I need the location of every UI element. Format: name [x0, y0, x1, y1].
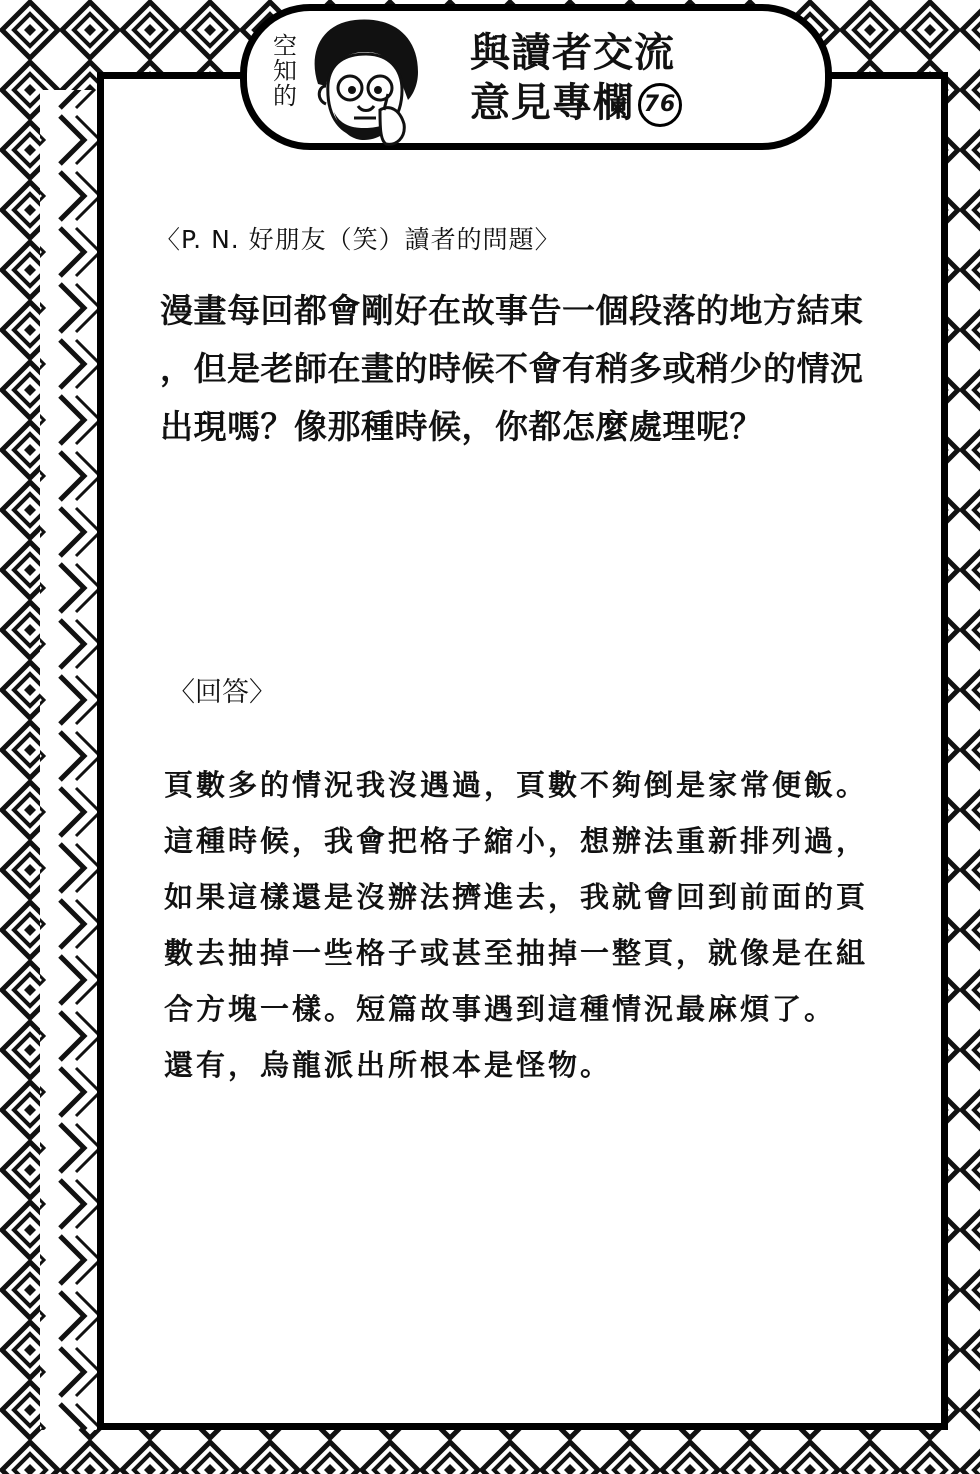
question-label: 〈P. N. 好朋友（笑）讀者的問題〉	[155, 225, 561, 254]
author-char: 的	[273, 82, 297, 110]
answer-label: 〈回答〉	[168, 677, 276, 708]
title-line-2-text: 意見專欄	[470, 80, 634, 126]
content-panel	[97, 72, 948, 1430]
title-line-1: 與讀者交流	[470, 30, 675, 76]
title-line-2	[470, 78, 710, 128]
answer-line: 還有，烏龍派出所根本是怪物。	[164, 1048, 613, 1082]
column-title	[470, 28, 710, 128]
issue-number-badge: 76	[638, 83, 682, 127]
answer-line: 頁數多的情況我沒遇過，頁數不夠倒是家常便飯。	[164, 768, 869, 802]
answer-line: 如果這樣還是沒辦法擠進去，我就會回到前面的頁	[164, 880, 869, 914]
author-gorilla-portrait	[300, 14, 430, 146]
answer-text	[164, 757, 924, 1093]
author-char: 空	[273, 32, 297, 60]
question-line: 出現嗎？像那種時候，你都怎麼處理呢？	[160, 407, 763, 446]
answer-line: 這種時候，我會把格子縮小，想辦法重新排列過，	[164, 824, 869, 858]
question-text	[160, 282, 920, 456]
question-line: 漫畫每回都會剛好在故事告一個段落的地方結束	[160, 291, 864, 330]
answer-line: 數去抽掉一些格子或甚至抽掉一整頁，就像是在組	[164, 936, 869, 970]
author-vertical-label	[270, 34, 300, 109]
answer-line: 合方塊一樣。短篇故事遇到這種情況最麻煩了。	[164, 992, 837, 1026]
author-char: 知	[273, 57, 297, 85]
question-line: ，但是老師在畫的時候不會有稍多或稍少的情況	[160, 349, 864, 388]
